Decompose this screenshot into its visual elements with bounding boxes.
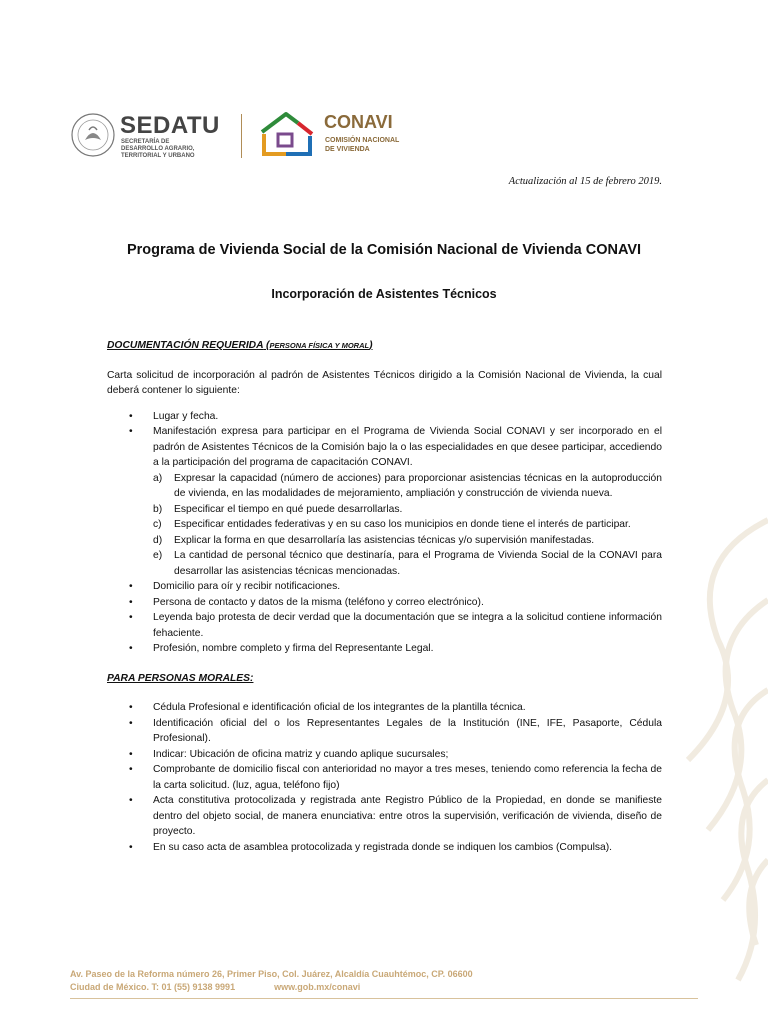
list-item: • En su caso acta de asamblea protocolizada y registrada donde se indiquen los cambios (Compulsa).: [107, 840, 662, 856]
list-item: • Cédula Profesional e identificación oficial de los integrantes de la plantilla técnica.: [107, 700, 662, 716]
conavi-house-icon: [256, 110, 320, 160]
footer-contact: [70, 981, 700, 994]
section-heading-open: (: [266, 340, 270, 351]
bullet: •: [129, 581, 133, 592]
conavi-logo-text: CONAVI: [324, 112, 393, 132]
document-title: Programa de Vivienda Social de la Comisión Nacional de Vivienda CONAVI: [126, 242, 642, 258]
conavi-subtitle-line2: DE VIVIENDA: [325, 146, 370, 153]
list-item: • Profesión, nombre completo y firma del Representante Legal.: [107, 641, 662, 657]
sub-list-item: a) Expresar la capacidad (número de acciones) para proporcionar asistencias técnicas en la autoproducción de vivienda, en las modalidades de mejoramiento, ampliación y construcción de vivienda nueva.: [153, 472, 662, 499]
sub-list-item: d) Explicar la forma en que desarrollaría las asistencias técnicas y/o supervisión manifestadas.: [153, 534, 595, 546]
morales-list: [107, 700, 662, 855]
conavi-subtitle-line1: COMISIÓN NACIONAL: [325, 137, 400, 144]
bullet: •: [129, 612, 133, 623]
section-heading-morales: PARA PERSONAS MORALES:: [107, 672, 254, 684]
intro-paragraph: Carta solicitud de incorporación al padrón de Asistentes Técnicos dirigido a la Comisión Nacional de Vivienda, la cual deberá contener lo siguiente:: [107, 369, 662, 396]
list-item: • Domicilio para oír y recibir notificaciones.: [107, 579, 662, 595]
requirements-list: [107, 409, 662, 657]
sedatu-subtitle: SECRETARÍA DE DESARROLLO AGRARIO, TERRITORIAL Y URBANO: [121, 139, 195, 159]
section-heading-note: PERSONA FÍSICA Y MORAL: [269, 341, 370, 350]
section-heading-text: DOCUMENTACIÓN REQUERIDA: [107, 340, 264, 351]
document-subtitle: Incorporación de Asistentes Técnicos: [271, 287, 497, 301]
section-heading-close: ): [369, 340, 373, 351]
list-item: • Acta constitutiva protocolizada y registrada ante Registro Público de la Propiedad, en donde se manifieste dentro del objeto social, de manera enunciativa: entre otros la supervisión, verificación de vivienda, diseño de proyecto.: [129, 795, 662, 837]
sedatu-logo-text: SEDATU: [120, 112, 220, 139]
list-item: • Persona de contacto y datos de la misma (teléfono y correo electrónico).: [107, 595, 662, 611]
sub-list-item: b) Especificar el tiempo en qué puede desarrollarlas.: [153, 503, 403, 515]
bullet: •: [129, 702, 133, 713]
bullet: •: [129, 410, 133, 422]
footer-website[interactable]: www.gob.mx/conavi: [274, 982, 361, 992]
footer-address: Av. Paseo de la Reforma número 26, Primer Piso, Col. Juárez, Alcaldía Cuauhtémoc, CP. 06600: [70, 969, 473, 979]
footer-city-phone: Ciudad de México. T: 01 (55) 9138 9991: [70, 982, 236, 992]
bullet: •: [129, 717, 133, 729]
list-item: • Leyenda bajo protesta de decir verdad que la documentación que se integra a la solicitud contiene información fehaciente.: [129, 612, 662, 639]
bullet: •: [129, 748, 133, 760]
footer-divider: [70, 998, 698, 999]
bullet: •: [129, 795, 133, 806]
list-item: • Identificación oficial del o los Representantes Legales de la Institución (INE, IFE, Pasaporte, Cédula Profesional).: [129, 717, 662, 744]
conavi-subtitle: [325, 136, 399, 154]
document-body: [107, 338, 662, 855]
list-item: • Indicar: Ubicación de oficina matriz y cuando aplique sucursales;: [107, 747, 662, 763]
bullet: •: [129, 426, 133, 437]
logo-divider: [241, 114, 242, 158]
mexico-seal-icon: [70, 112, 116, 158]
list-item: • Lugar y fecha.: [107, 409, 662, 425]
bullet: •: [129, 596, 133, 608]
sub-list-item: c) Especificar entidades federativas y en su caso los municipios en donde tiene el interés de participar.: [153, 519, 631, 530]
bullet: •: [129, 841, 133, 853]
bullet: •: [129, 643, 133, 654]
letterhead: [70, 108, 430, 164]
list-item: • Comprobante de domicilio fiscal con anterioridad no mayor a tres meses, teniendo como referencia la fecha de la carta solicitud. (luz, agua, teléfono fijo): [129, 764, 662, 791]
footer: [70, 968, 700, 994]
update-date: Actualización al 15 de febrero 2019.: [508, 176, 662, 187]
bullet: •: [129, 764, 133, 775]
sub-list: [153, 471, 662, 580]
sub-list-item: e) La cantidad de personal técnico que destinaría, para el Programa de Vivienda Social de la CONAVI para desarrollar las asistencias técnicas mencionadas.: [153, 550, 662, 577]
section-heading-required-docs: [107, 338, 662, 354]
list-item: • Manifestación expresa para participar en el Programa de Vivienda Social CONAVI y ser incorporado en el padrón de Asistentes Técnicos de la Comisión bajo la o las especialidades en que desee participar, accediendo a la participación del programa de capacitación CONAVI. a) Expresar la capacidad (número de acciones) para proporcionar asistencias técnicas en la autoproducción de vivienda, en las modalidades de mejoramiento, ampliación y construcción de vivienda nueva. b) Especificar el tiempo en qué puede desarrollarlas. c) Especificar entidades federativas y en su caso los municipios en donde tiene el interés de participar. d) Explicar la forma en que desarrollaría las asistencias técnicas y/o supervisión manifestadas. e) La cantidad de personal técnico que destinaría, para el Programa de Vivienda Social de la CONAVI para desarrollar las asistencias técnicas mencionadas.: [107, 424, 662, 579]
